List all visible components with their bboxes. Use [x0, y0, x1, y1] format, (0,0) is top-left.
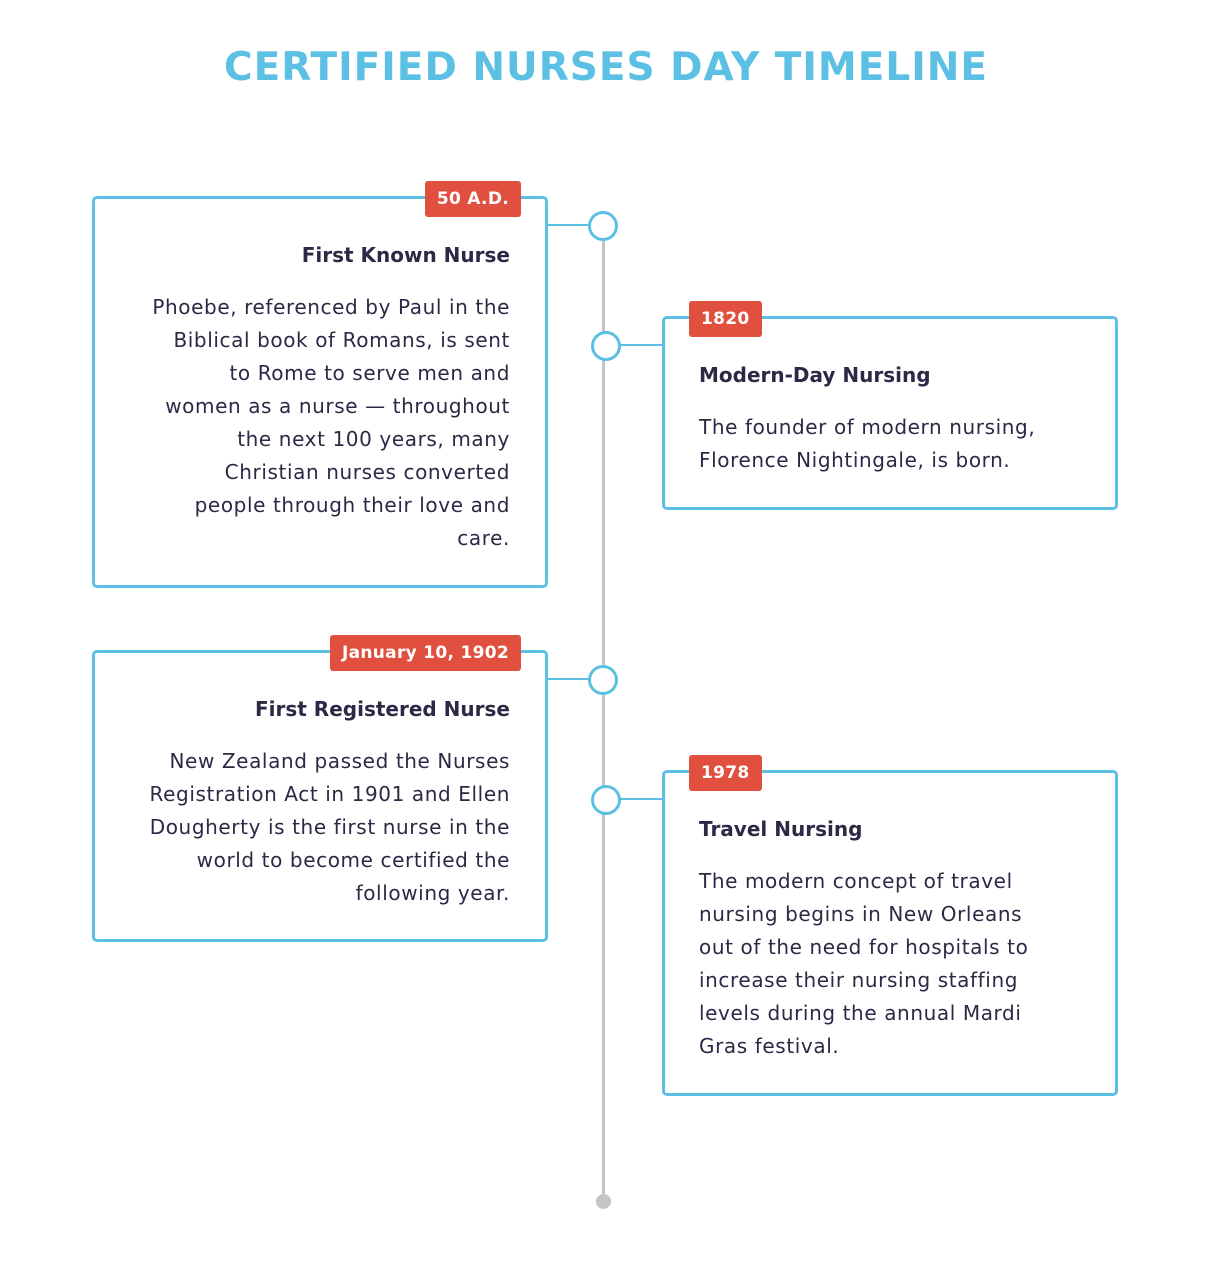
- description-line: Biblical book of Romans, is sent: [173, 328, 510, 352]
- card-description: [699, 865, 1028, 1063]
- timeline-card-modern-day-nursing: [662, 309, 1118, 510]
- description-line: nursing begins in New Orleans: [699, 902, 1023, 926]
- description-line: The founder of modern nursing,: [699, 415, 1036, 439]
- connector-line: [620, 344, 664, 346]
- card-title: Travel Nursing: [699, 817, 863, 841]
- description-line: The modern concept of travel: [699, 869, 1013, 893]
- description-line: out of the need for hospitals to: [699, 935, 1029, 959]
- timeline-card-first-registered-nurse: [92, 643, 548, 942]
- description-line: Phoebe, referenced by Paul in the: [152, 295, 510, 319]
- description-line: world to become certified the: [196, 848, 510, 872]
- connector-line: [546, 678, 590, 680]
- description-line: increase their nursing staffing: [699, 968, 1019, 992]
- description-line: people through their love and: [194, 493, 510, 517]
- description-line: women as a nurse — throughout: [165, 394, 510, 418]
- description-line: care.: [457, 526, 510, 550]
- timeline-node: [591, 331, 621, 361]
- timeline-end-dot: [596, 1194, 611, 1209]
- description-line: Gras festival.: [699, 1034, 840, 1058]
- connector-line: [620, 798, 664, 800]
- description-line: New Zealand passed the Nurses: [169, 749, 510, 773]
- description-line: levels during the annual Mardi: [699, 1001, 1022, 1025]
- timeline-node: [591, 785, 621, 815]
- timeline-card-first-known-nurse: [92, 189, 548, 588]
- timeline-card-travel-nursing: [662, 763, 1118, 1096]
- card-description: [150, 745, 510, 910]
- description-line: the next 100 years, many: [237, 427, 510, 451]
- timeline-node: [588, 665, 618, 695]
- date-badge: 1820: [689, 301, 762, 337]
- connector-line: [546, 224, 590, 226]
- card-description: [699, 411, 1035, 477]
- card-title: Modern-Day Nursing: [699, 363, 931, 387]
- page-title: CERTIFIED NURSES DAY TIMELINE: [224, 45, 988, 90]
- description-line: Dougherty is the first nurse in the: [149, 815, 510, 839]
- description-line: Florence Nightingale, is born.: [699, 448, 1011, 472]
- date-badge: 1978: [689, 755, 762, 791]
- card-description: [152, 291, 510, 555]
- date-badge: 50 A.D.: [425, 181, 521, 217]
- timeline-line: [602, 224, 605, 1202]
- card-title: First Known Nurse: [301, 243, 510, 267]
- card-title: First Registered Nurse: [255, 697, 510, 721]
- description-line: following year.: [355, 881, 510, 905]
- description-line: Christian nurses converted: [224, 460, 510, 484]
- description-line: Registration Act in 1901 and Ellen: [149, 782, 510, 806]
- description-line: to Rome to serve men and: [229, 361, 510, 385]
- timeline-node: [588, 211, 618, 241]
- date-badge: January 10, 1902: [330, 635, 521, 671]
